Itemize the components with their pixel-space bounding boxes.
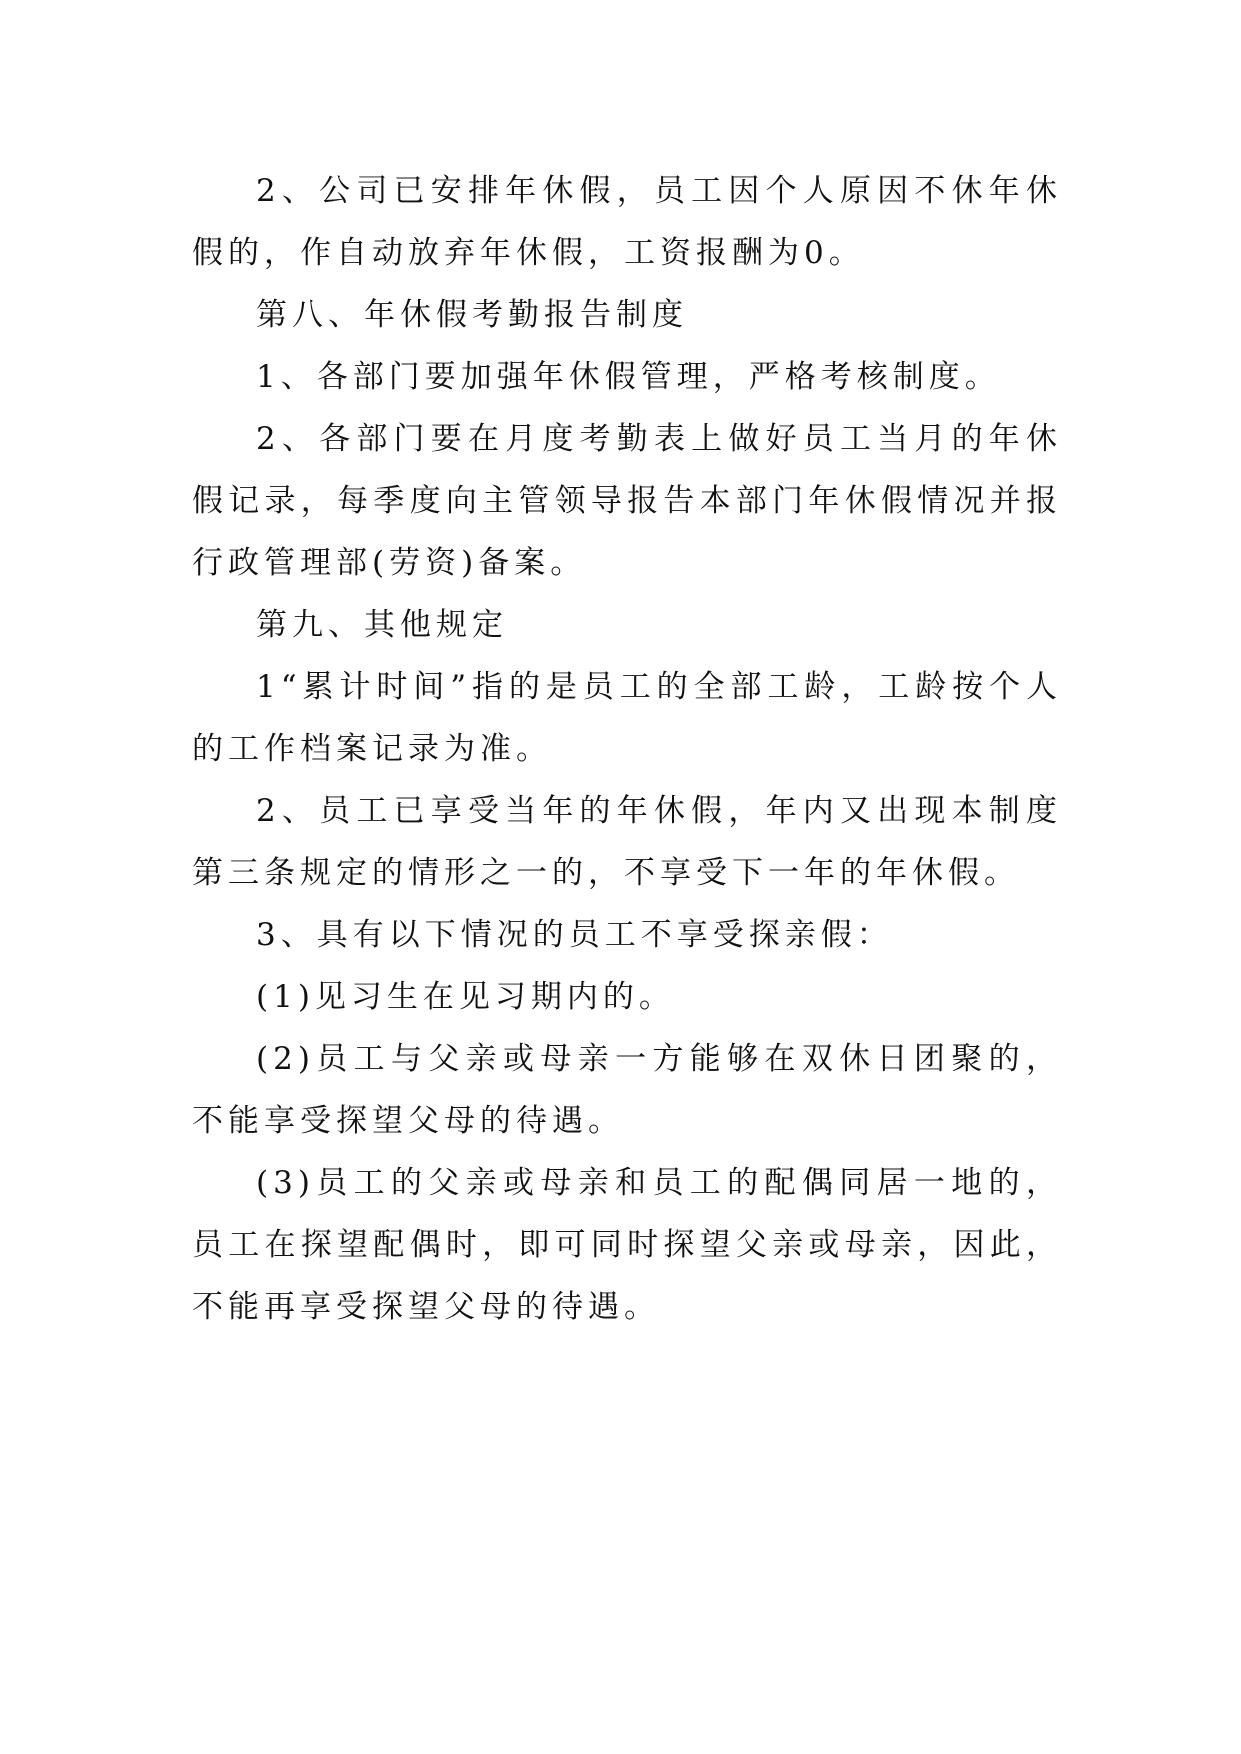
paragraph-sub-item-2: (2)员工与父亲或母亲一方能够在双休日团聚的，不能享受探望父母的待遇。 [192, 1041, 1062, 1139]
paragraph-sub-item-1: (1)见习生在见习期内的。 [256, 979, 675, 1015]
paragraph-article-9-item-1: 1“累计时间”指的是员工的全部工龄，工龄按个人的工作档案记录为准。 [192, 669, 1062, 767]
paragraph-article-9-item-3: 3、具有以下情况的员工不享受探亲假： [256, 917, 893, 953]
paragraph-article-9-item-2: 2、员工已享受当年的年休假，年内又出现本制度第三条规定的情形之一的，不享受下一年的年休假。 [192, 793, 1062, 891]
paragraph-article-8-item-2: 2、各部门要在月度考勤表上做好员工当月的年休假记录，每季度向主管领导报告本部门年休假情况并报行政管理部(劳资)备案。 [192, 421, 1062, 581]
paragraph-article-8-item-1: 1、各部门要加强年休假管理，严格考核制度。 [256, 359, 1001, 395]
paragraph-annual-leave-waiver: 2、公司已安排年休假，员工因个人原因不休年休假的，作自动放弃年休假，工资报酬为0。 [192, 173, 1062, 271]
heading-article-9: 第九、其他规定 [256, 607, 508, 643]
paragraph-sub-item-3: (3)员工的父亲或母亲和员工的配偶同居一地的，员工在探望配偶时，即可同时探望父亲或母亲，因此，不能再享受探望父母的待遇。 [192, 1165, 1062, 1325]
document-body [192, 160, 1062, 1338]
heading-article-8: 第八、年休假考勤报告制度 [256, 297, 688, 333]
